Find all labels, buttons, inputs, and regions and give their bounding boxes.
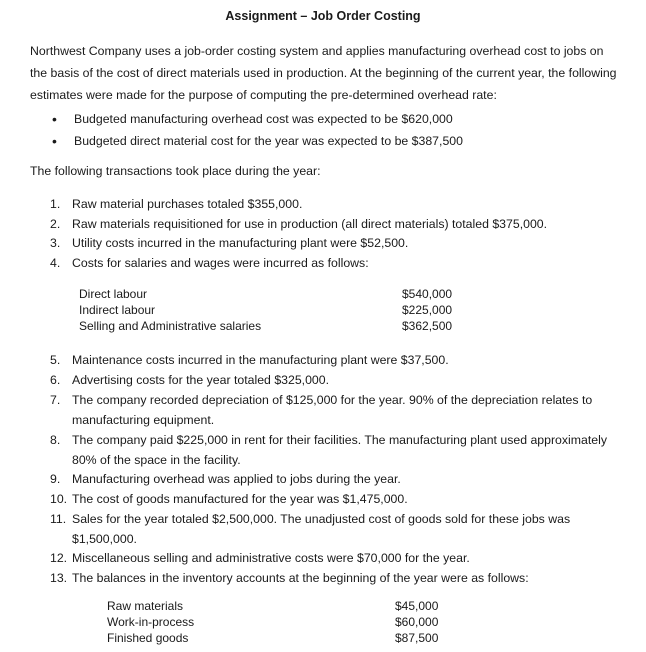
- item-number: 10.: [50, 491, 68, 506]
- list-item: [50, 234, 630, 254]
- item-text: Utility costs incurred in the manufacturing plant were $52,500.: [72, 236, 409, 250]
- item-number: 12.: [50, 551, 68, 565]
- item-text: Manufacturing overhead was applied to jobs during the year.: [72, 472, 401, 486]
- item-number: 4.: [50, 255, 61, 270]
- item-number: 6.: [50, 372, 61, 387]
- list-item: [50, 351, 630, 371]
- row-amount: $87,500: [395, 631, 439, 645]
- table-row: [79, 318, 452, 334]
- item-number: 8.: [50, 433, 61, 447]
- table-row: [107, 630, 438, 646]
- item-text: Costs for salaries and wages were incurred as follows:: [72, 255, 369, 270]
- transactions-list-part-1: [50, 195, 630, 273]
- row-label: Selling and Administrative salaries: [79, 319, 262, 333]
- list-item: [50, 569, 630, 589]
- list-item: [50, 549, 630, 569]
- table-row: [107, 598, 438, 614]
- row-label: Raw materials: [107, 599, 184, 613]
- list-item: [50, 371, 630, 391]
- inventory-table: [107, 598, 438, 646]
- transactions-list-part-2: [50, 351, 630, 588]
- item-number: 13.: [50, 570, 68, 585]
- bullet-item: • Budgeted direct material cost for the year was expected to be $387,500: [52, 130, 612, 152]
- list-item: [50, 470, 630, 490]
- table-row: [107, 614, 438, 630]
- list-item: [50, 195, 630, 215]
- item-text: The balances in the inventory accounts at the beginning of the year were as follows:: [72, 570, 529, 585]
- item-number: 9.: [50, 472, 61, 486]
- item-text: The company recorded depreciation of $125,000 for the year. 90% of the depreciation relates to manufacturing equipment.: [72, 393, 593, 427]
- item-text: Sales for the year totaled $2,500,000. The unadjusted cost of goods sold for these jobs was $1,500,000.: [72, 512, 571, 546]
- list-item: [50, 215, 630, 235]
- page-title: Assignment – Job Order Costing: [225, 9, 421, 23]
- row-amount: $225,000: [402, 303, 453, 317]
- table-row: [79, 302, 452, 318]
- list-item: [50, 254, 630, 274]
- item-number: 5.: [50, 353, 61, 367]
- row-label: Direct labour: [79, 287, 148, 301]
- item-text: Raw material purchases totaled $355,000.: [72, 197, 303, 211]
- item-number: 1.: [50, 197, 61, 211]
- item-text: The cost of goods manufactured for the year was $1,475,000.: [72, 491, 408, 506]
- item-text: The company paid $225,000 in rent for their facilities. The manufacturing plant used approximately 80% of the space in the facility.: [72, 433, 607, 467]
- table-row: [79, 286, 452, 302]
- transactions-lead: The following transactions took place during the year:: [30, 164, 321, 178]
- item-text: Raw materials requisitioned for use in production (all direct materials) totaled $375,000.: [72, 216, 548, 231]
- row-label: Indirect labour: [79, 303, 156, 317]
- item-text: Advertising costs for the year totaled $325,000.: [72, 372, 330, 387]
- list-item: [50, 509, 630, 549]
- row-label: Finished goods: [107, 631, 189, 645]
- salaries-table: [79, 286, 452, 334]
- intro-paragraph: Northwest Company uses a job-order costing system and applies manufacturing overhead cost to jobs on the basis of the cost of direct materials used in production. At the beginning of the current year, the following estimates were made for the purpose of computing the pre-determined overhead rate:: [30, 44, 617, 102]
- row-amount: $45,000: [395, 599, 439, 613]
- row-label: Work-in-process: [107, 615, 195, 629]
- estimates-bullet-list: [52, 108, 612, 152]
- row-amount: $540,000: [402, 287, 453, 301]
- list-item: [50, 490, 630, 510]
- row-amount: $60,000: [395, 615, 439, 629]
- item-number: 3.: [50, 236, 61, 250]
- item-number: 11.: [50, 512, 67, 526]
- item-text: Maintenance costs incurred in the manufacturing plant were $37,500.: [72, 353, 449, 367]
- row-amount: $362,500: [402, 319, 453, 333]
- item-number: 7.: [50, 393, 61, 407]
- list-item: [50, 430, 630, 470]
- item-text: Miscellaneous selling and administrative costs were $70,000 for the year.: [72, 551, 470, 565]
- list-item: [50, 390, 630, 430]
- item-number: 2.: [50, 216, 61, 231]
- bullet-item: • Budgeted manufacturing overhead cost was expected to be $620,000: [52, 108, 612, 130]
